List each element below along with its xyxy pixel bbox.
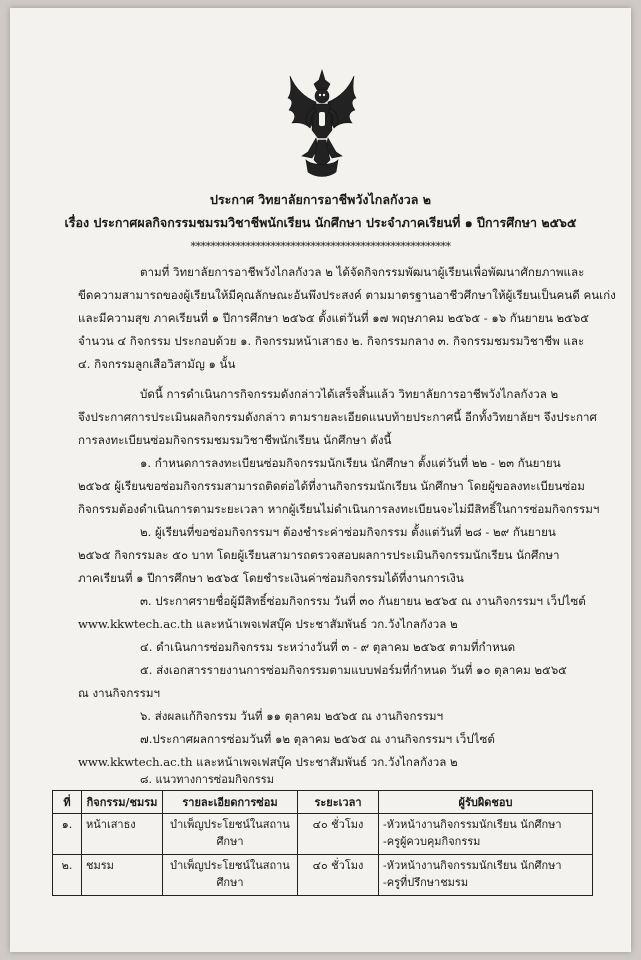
garuda-emblem-icon (286, 68, 358, 180)
table-header: รายละเอียดการซ่อม (163, 791, 298, 814)
table-cell-responsible (379, 855, 593, 896)
body-line: ขีดความสามารถของผู้เรียนให้มีคุณลักษณะอันพึงประสงค์ ตามมาตรฐานอาชีวศึกษาให้ผู้เรียนเป็นคนดี คนเก่ง (78, 288, 616, 302)
table-cell-no: ๑. (53, 814, 82, 855)
body-line: ๑. กำหนดการลงทะเบียนซ่อมกิจกรรมนักเรียน นักศึกษา ตั้งแต่วันที่ ๒๒ - ๒๓ กันยายน (140, 456, 561, 470)
body-line: ตามที่ วิทยาลัยการอาชีพวังไกลกังวล ๒ ได้จัดกิจกรรมพัฒนาผู้เรียนเพื่อพัฒนาศักยภาพและ (140, 265, 585, 279)
body-line: ๗.ประกาศผลการซ่อมวันที่ ๑๒ ตุลาคม ๒๕๖๕ ณ งานกิจกรรมฯ เว็ปไซต์ (140, 732, 495, 746)
table-row (53, 814, 593, 855)
table-cell-detail: บำเพ็ญประโยชน์ในสถานศึกษา (163, 855, 298, 896)
repair-activity-table (52, 790, 593, 896)
body-line: ๒. ผู้เรียนที่ขอซ่อมกิจกรรมฯ ต้องชำระค่าซ่อมกิจกรรม ตั้งแต่วันที่ ๒๘ - ๒๙ กันยายน (140, 525, 556, 539)
body-line: และมีความสุข ภาคเรียนที่ ๑ ปีการศึกษา ๒๕๖๕ ตั้งแต่วันที่ ๑๗ พฤษภาคม ๒๕๖๕ - ๑๖ กันยายน ๒๕๖๕ (78, 311, 590, 325)
table-cell-detail: บำเพ็ญประโยชน์ในสถานศึกษา (163, 814, 298, 855)
responsible-line: -หัวหน้างานกิจกรรมนักเรียน นักศึกษา (383, 859, 562, 872)
body-line: จึงประกาศการประเมินผลกิจกรรมดังกล่าว ตามรายละเอียดแนบท้ายประกาศนี้ อีกทั้งวิทยาลัยฯ จึงประกาศ (78, 410, 597, 424)
table-cell-duration: ๔๐ ชั่วโมง (298, 855, 379, 896)
body-line: www.kkwtech.ac.th และหน้าเพจเฟสบุ๊ค ประชาสัมพันธ์ วก.วังไกลกังวล ๒ (78, 617, 458, 631)
table-cell-no: ๒. (53, 855, 82, 896)
body-line: ๓. ประกาศรายชื่อผู้มีสิทธิ์ซ่อมกิจกรรม วันที่ ๓๐ กันยายน ๒๕๖๕ ณ งานกิจกรรมฯ เว็ปไซต์ (140, 594, 586, 608)
table-header: ที่ (53, 791, 82, 814)
body-line: จำนวน ๔ กิจกรรม ประกอบด้วย ๑. กิจกรรมหน้าเสาธง ๒. กิจกรรมกลาง ๓. กิจกรรมชมรมวิชาชีพ และ (78, 334, 585, 348)
body-line: ณ งานกิจกรรมฯ (78, 686, 160, 700)
announcement-subject: เรื่อง ประกาศผลกิจกรรมชมรมวิชาชีพนักเรียน นักศึกษา ประจำภาคเรียนที่ ๑ ปีการศึกษา ๒๕๖๕ (64, 215, 577, 230)
body-line: กิจกรรมต้องดำเนินการตามระยะเวลา หากผู้เรียนไม่ดำเนินการลงทะเบียนจะไม่มีสิทธิ์ในการซ่อมกิจกรรมฯ (78, 502, 600, 516)
body-line: ๔. ดำเนินการซ่อมกิจกรรม ระหว่างวันที่ ๓ - ๙ ตุลาคม ๒๕๖๕ ตามที่กำหนด (140, 640, 516, 654)
body-line: การลงทะเบียนซ่อมกิจกรรมชมรมวิชาชีพนักเรียน นักศึกษา ดังนี้ (78, 433, 392, 447)
table-header-row (53, 791, 593, 814)
table-cell-duration: ๔๐ ชั่วโมง (298, 814, 379, 855)
body-line: www.kkwtech.ac.th และหน้าเพจเฟสบุ๊ค ประชาสัมพันธ์ วก.วังไกลกังวล ๒ (78, 755, 458, 769)
responsible-line: -ครูที่ปรึกษาชมรม (383, 876, 469, 889)
table-header: กิจกรรม/ชมรม (82, 791, 163, 814)
table-cell-responsible (379, 814, 593, 855)
responsible-line: -หัวหน้างานกิจกรรมนักเรียน นักศึกษา (383, 818, 562, 831)
responsible-line: -ครูผู้ควบคุมกิจกรรม (383, 835, 481, 848)
body-line: ๘. แนวทางการซ่อมกิจกรรม (140, 773, 274, 786)
body-line: ๖. ส่งผลแก้กิจกรรม วันที่ ๑๑ ตุลาคม ๒๕๖๕ ณ งานกิจกรรมฯ (140, 709, 444, 723)
table-cell-activity: ชมรม (82, 855, 163, 896)
body-line: ภาคเรียนที่ ๑ ปีการศึกษา ๒๕๖๕ โดยชำระเงินค่าซ่อมกิจกรรมได้ที่งานการเงิน (78, 571, 464, 585)
separator-line: **************************************************** (190, 240, 451, 253)
body-line: ๔. กิจกรรมลูกเสือวิสามัญ ๑ นั้น (78, 357, 236, 371)
table-header: ระยะเวลา (298, 791, 379, 814)
announcement-title: ประกาศ วิทยาลัยการอาชีพวังไกลกังวล ๒ (210, 192, 431, 207)
body-line: ๒๕๖๕ ผู้เรียนขอซ่อมกิจกรรมสามารถติดต่อได้ที่งานกิจกรรมนักเรียน นักศึกษา โดยผู้ขอลงทะเบียนซ่อม (78, 479, 585, 493)
table-cell-activity: หน้าเสาธง (82, 814, 163, 855)
body-line: ๒๕๖๕ กิจกรรมละ ๕๐ บาท โดยผู้เรียนสามารถตรวจสอบผลการประเมินกิจกรรมนักเรียน นักศึกษา (78, 548, 560, 562)
table-header: ผู้รับผิดชอบ (379, 791, 593, 814)
table-row (53, 855, 593, 896)
body-line: บัดนี้ การดำเนินการกิจกรรมดังกล่าวได้เสร็จสิ้นแล้ว วิทยาลัยการอาชีพวังไกลกังวล ๒ (140, 387, 559, 401)
body-line: ๕. ส่งเอกสารรายงานการซ่อมกิจกรรมตามแบบฟอร์มที่กำหนด วันที่ ๑๐ ตุลาคม ๒๕๖๕ (140, 663, 567, 677)
